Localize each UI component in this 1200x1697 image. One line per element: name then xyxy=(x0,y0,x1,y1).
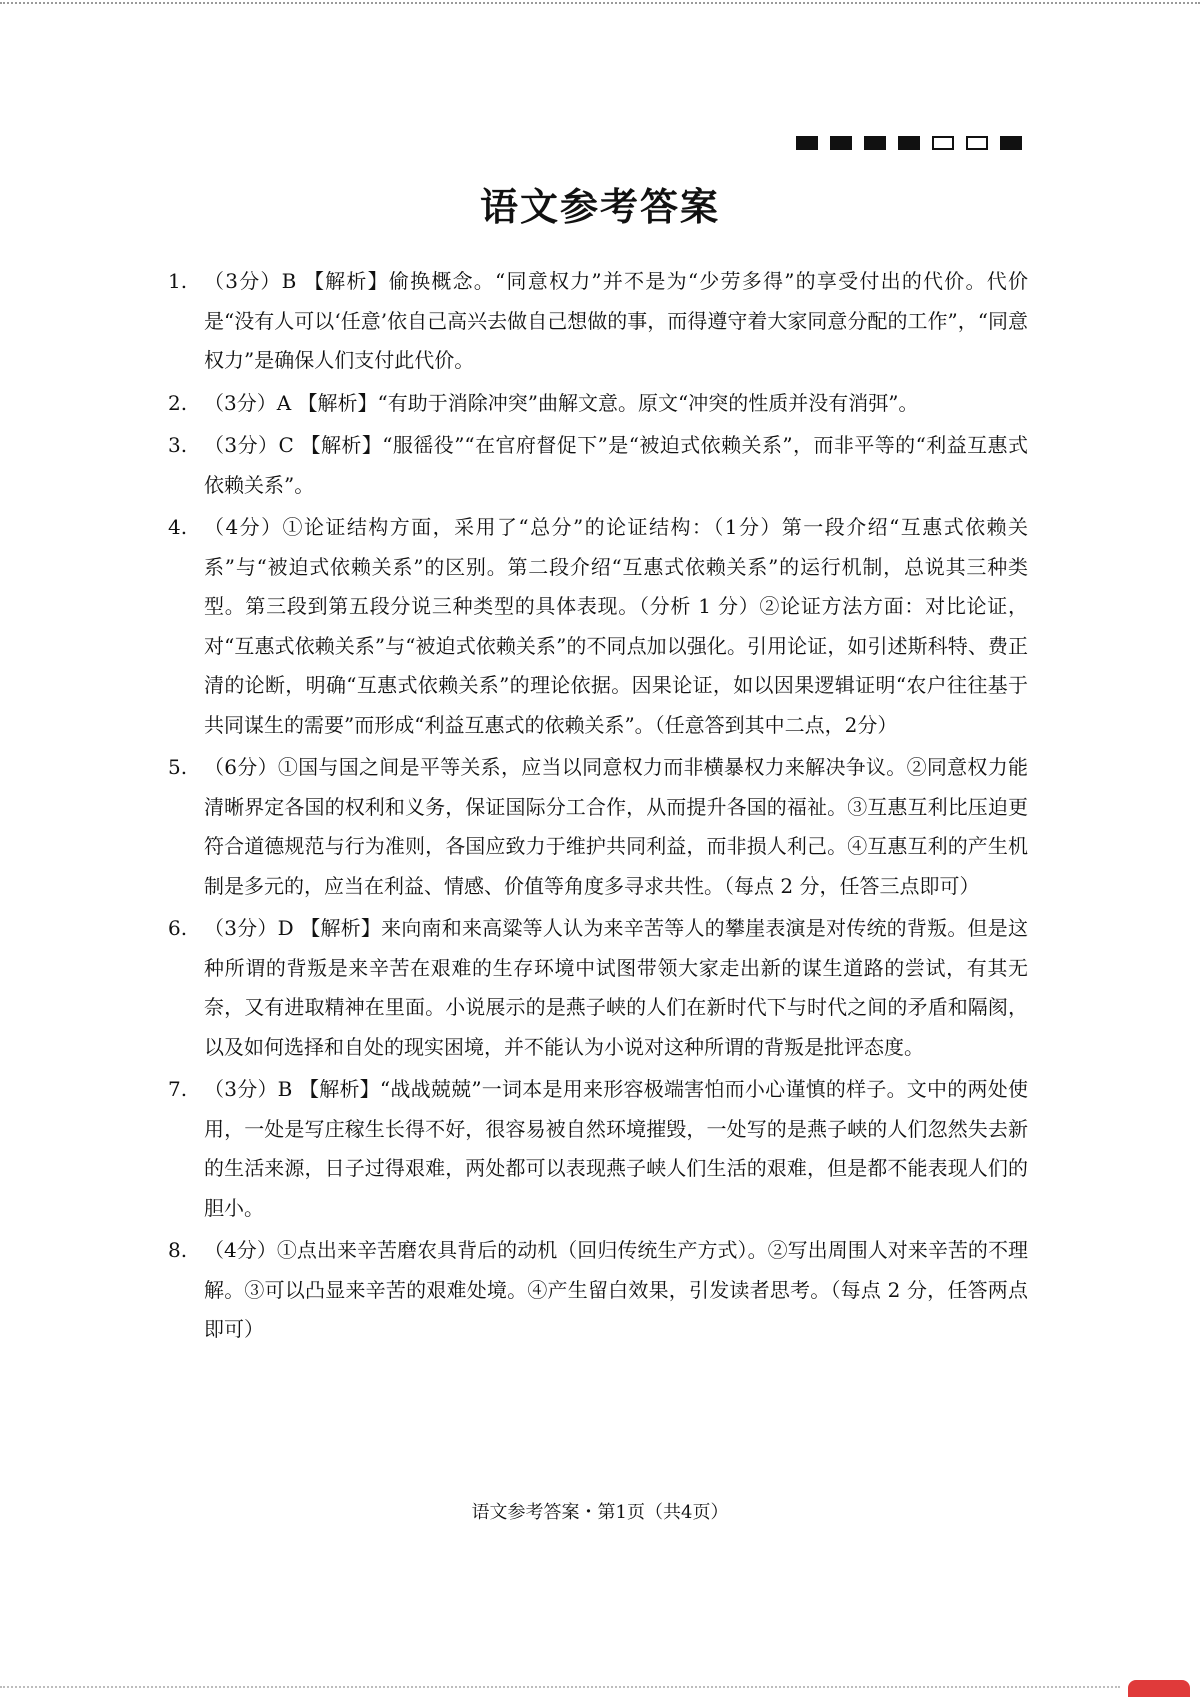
answer-item-3 xyxy=(168,426,1028,505)
filled-square-icon xyxy=(898,136,920,150)
filled-square-icon xyxy=(1000,136,1022,150)
answer-text: （3分）B 【解析】“战战兢兢”一词本是用来形容极端害怕而小心谨慎的样子。文中的两处使用，一处是写庄稼生长得不好，很容易被自然环境摧毁，一处写的是燕子峡的人们忽然失去新的生活来源，日子过得艰难，两处都可以表现燕子峡人们生活的艰难，但是都不能表现人们的胆小。 xyxy=(204,1077,1028,1220)
answer-number: 8. xyxy=(168,1238,188,1262)
answer-number: 3. xyxy=(168,433,188,457)
empty-square-icon xyxy=(966,136,988,150)
answer-item-7 xyxy=(168,1070,1028,1228)
filled-square-icon xyxy=(864,136,886,150)
bottom-dotted-border xyxy=(0,1686,1120,1688)
filled-square-icon xyxy=(796,136,818,150)
answer-item-6 xyxy=(168,909,1028,1067)
answer-item-8 xyxy=(168,1231,1028,1350)
answer-item-1 xyxy=(168,262,1028,381)
page-title: 语文参考答案 xyxy=(479,184,720,229)
answer-text: （4分）①论证结构方面，采用了“总分”的论证结构：（1分）第一段介绍“互惠式依赖关系”与“被迫式依赖关系”的区别。第二段介绍“互惠式依赖关系”的运行机制，总说其三种类型。第三段到第五段分说三种类型的具体表现。（分析 1 分）②论证方法方面：对比论证，对“互惠式依赖关系”与“被迫式依赖关系”的不同点加以强化。引用论证，如引述斯科特、费正清的论断，明确“互惠式依赖关系”的理论依据。因果论证，如以因果逻辑证明“农户往往基于共同谋生的需要”而形成“利益互惠式的依赖关系”。（任意答到其中二点，2分） xyxy=(204,515,1028,737)
answer-number: 7. xyxy=(168,1077,188,1101)
answer-number: 2. xyxy=(168,390,188,415)
answer-text: （3分）A 【解析】“有助于消除冲突”曲解文意。原文“冲突的性质并没有消弭”。 xyxy=(204,390,919,415)
answer-number: 1. xyxy=(168,269,188,293)
top-dotted-border xyxy=(0,2,1200,4)
red-stamp-mark xyxy=(1128,1680,1190,1697)
answer-text: （3分）C 【解析】“服徭役”“在官府督促下”是“被迫式依赖关系”，而非平等的“利益互惠式依赖关系”。 xyxy=(204,433,1028,497)
answer-item-2 xyxy=(168,384,1028,424)
filled-square-icon xyxy=(830,136,852,150)
answer-number: 6. xyxy=(168,916,188,940)
page-footer: 语文参考答案・第1页（共4页） xyxy=(471,1502,729,1523)
answer-item-4 xyxy=(168,508,1028,745)
answer-text: （3分）D 【解析】来向南和来高粱等人认为来辛苦等人的攀崖表演是对传统的背叛。但是这种所谓的背叛是来辛苦在艰难的生存环境中试图带领大家走出新的谋生道路的尝试，有其无奈，又有进取精神在里面。小说展示的是燕子峡的人们在新时代下与时代之间的矛盾和隔阂，以及如何选择和自处的现实困境，并不能认为小说对这种所谓的背叛是批评态度。 xyxy=(204,916,1028,1059)
answer-number: 4. xyxy=(168,515,188,539)
header-markers xyxy=(796,136,1022,150)
empty-square-icon xyxy=(932,136,954,150)
answer-list xyxy=(168,262,1028,1353)
answer-text: （6分）①国与国之间是平等关系，应当以同意权力而非横暴权力来解决争议。②同意权力能清晰界定各国的权利和义务，保证国际分工合作，从而提升各国的福祉。③互惠互利比压迫更符合道德规范与行为准则，各国应致力于维护共同利益，而非损人利己。④互惠互利的产生机制是多元的，应当在利益、情感、价值等角度多寻求共性。（每点 2 分，任答三点即可） xyxy=(204,755,1028,898)
answer-item-5 xyxy=(168,748,1028,906)
answer-number: 5. xyxy=(168,755,188,779)
answer-text: （4分）①点出来辛苦磨农具背后的动机（回归传统生产方式）。②写出周围人对来辛苦的不理解。③可以凸显来辛苦的艰难处境。④产生留白效果，引发读者思考。（每点 2 分，任答两点即可） xyxy=(204,1238,1028,1341)
answer-text: （3分）B 【解析】偷换概念。“同意权力”并不是为“少劳多得”的享受付出的代价。代价是“没有人可以‘任意’依自己高兴去做自己想做的事，而得遵守着大家同意分配的工作”，“同意权力”是确保人们支付此代价。 xyxy=(204,269,1028,372)
